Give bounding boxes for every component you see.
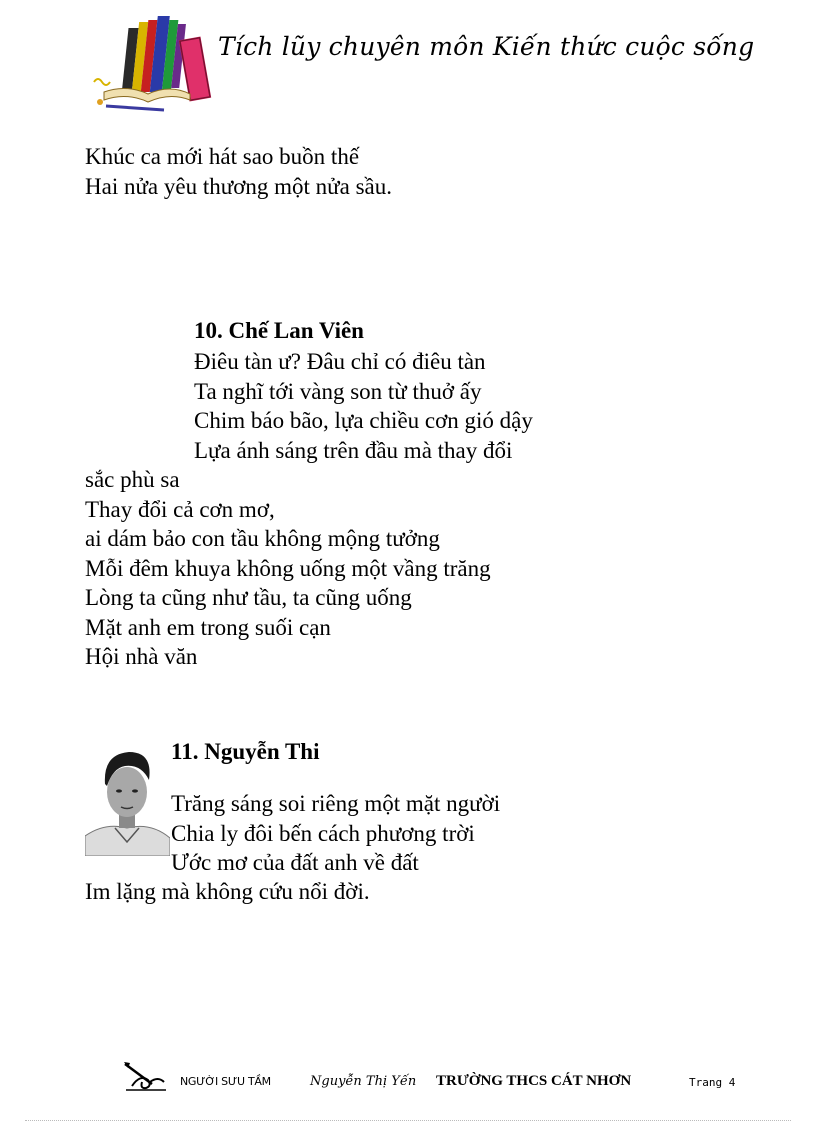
bottom-divider [25,1120,791,1121]
footer-author: Nguyễn Thị Yến [310,1074,417,1089]
poem-line: ai dám bảo con tầu không mộng tưởng [85,526,440,551]
poem-section-11-indented [171,789,500,878]
poem-line: Thay đổi cả cơn mơ, [85,496,275,522]
section-10-title: 10. Chế Lan Viên [194,318,364,343]
poem-section-11 [85,877,370,907]
section-11-title: 11. Nguyễn Thi [171,739,320,764]
poem-line: Hội nhà văn [85,644,198,669]
page-footer [0,1058,816,1098]
poem-line: sắc phù sa [85,467,180,492]
poem-line: Chia ly đôi bến cách phương trời [171,820,475,846]
author-portrait [85,744,170,856]
poem-line: Khúc ca mới hát sao buồn thế [85,144,360,169]
poem-line: Lựa ánh sáng trên đầu mà thay đổi [194,437,513,463]
poem-line: Điêu tàn ư? Đâu chỉ có điêu tàn [194,349,486,374]
poem-line: Mỗi đêm khuya không uống một vầng trăng [85,555,491,581]
poem-line: Hai nửa yêu thương một nửa sầu. [85,173,392,199]
poem-line: Trăng sáng soi riêng một mặt người [171,791,501,816]
poem-section-10-indented [194,347,533,465]
page-header [80,12,780,112]
books-illustration [86,14,216,114]
pen-writing-icon [122,1060,168,1092]
footer-page-number: Trang 4 [689,1076,736,1089]
poem-line: Ước mơ của đất anh về đất [171,850,419,875]
footer-school: TRƯỜNG THCS CÁT NHƠN [436,1073,632,1089]
poem-line: Mặt anh em trong suối cạn [85,614,331,640]
footer-collector-label: NGƯỜI SƯU TẦM [180,1075,271,1088]
poem-line: Ta nghĩ tới vàng son từ thuở ấy [194,378,482,404]
poem-line: Im lặng mà không cứu nổi đời. [85,879,370,904]
header-title: Tích lũy chuyên môn Kiến thức cuộc sống [218,32,755,61]
poem-line: Lòng ta cũng như tầu, ta cũng uống [85,585,412,610]
poem-section-10 [85,465,491,672]
poem-line: Chim báo bão, lựa chiều cơn gió dậy [194,408,533,433]
poem-intro [85,142,392,201]
